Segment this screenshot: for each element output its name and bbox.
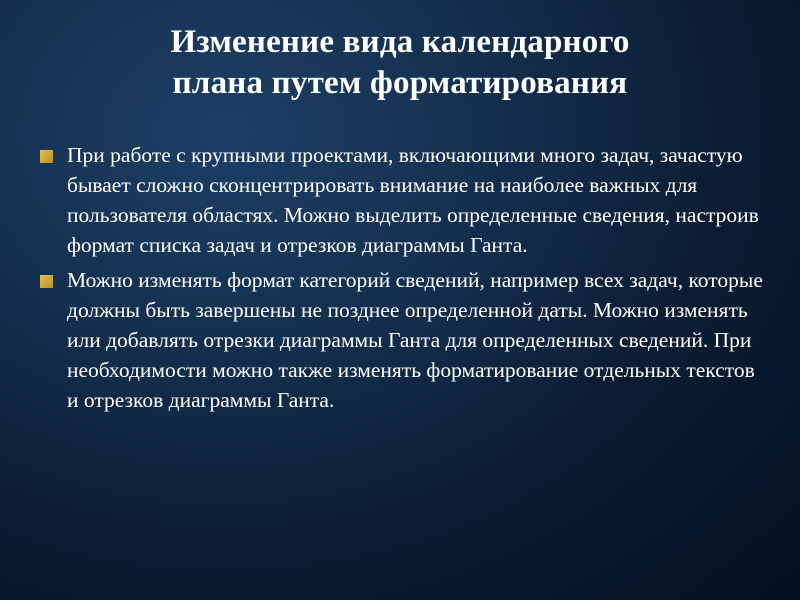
square-bullet-icon <box>40 275 53 288</box>
slide-title-line-1: Изменение вида календарного <box>170 24 630 60</box>
slide-body <box>40 140 766 420</box>
list-item <box>40 265 766 415</box>
list-item-text: При работе с крупными проектами, включающими много задач, зачастую бывает сложно сконцентрировать внимание на наиболее важных для пользователя областях. Можно выделить определенные сведения, настроив формат списка задач и отрезков диаграммы Ганта. <box>67 143 759 257</box>
list-item <box>40 140 766 260</box>
square-bullet-icon <box>40 150 53 163</box>
list-item-text: Можно изменять формат категорий сведений, например всех задач, которые должны быть завершены не позднее определенной даты. Можно изменять или добавлять отрезки диаграммы Ганта для определенных сведений. При необходимости можно также изменять форматирование отдельных текстов и отрезков диаграммы Ганта. <box>67 268 763 412</box>
slide-title <box>56 22 744 104</box>
slide-title-line-2: плана путем форматирования <box>172 65 628 101</box>
